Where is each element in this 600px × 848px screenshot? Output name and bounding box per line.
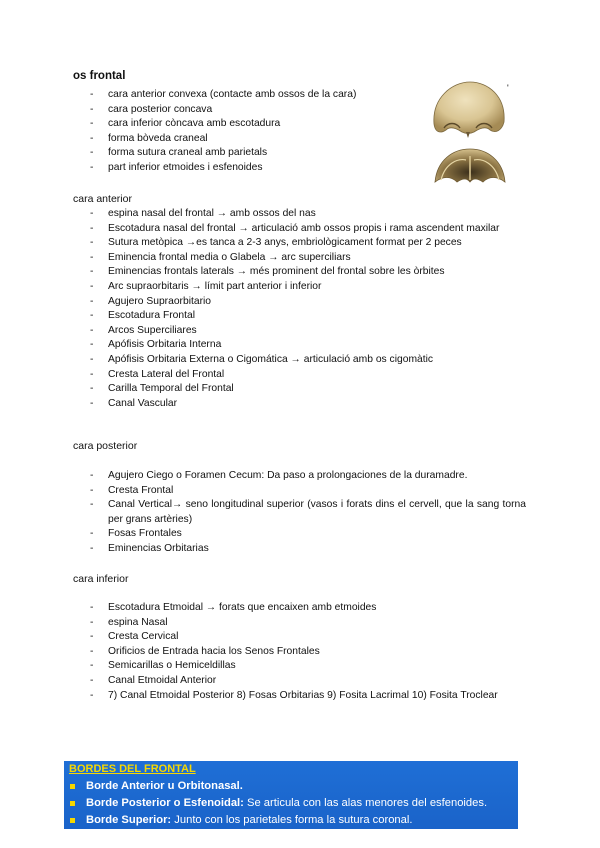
intro-list <box>90 88 356 176</box>
list-item: - forma bòveda craneal <box>90 132 356 147</box>
list-item: - Arcos Superciliares <box>90 324 526 339</box>
list-item: - Semicarillas o Hemiceldillas <box>90 659 526 674</box>
bordes-term: Borde Superior: <box>86 814 172 826</box>
list-item: - Eminencia frontal media o Glabela → arc superciliars <box>90 251 526 266</box>
bordes-term: Borde Anterior u Orbitonasal. <box>86 780 243 792</box>
bordes-item <box>69 778 487 795</box>
decor-mark: ' <box>507 83 509 93</box>
list-item: - Canal Etmoidal Anterior <box>90 674 526 689</box>
list-item: - Apófisis Orbitaria Interna <box>90 338 526 353</box>
list-item: - Escotadura nasal del frontal → articulació amb ossos propis i rama ascendent maxilar <box>90 222 526 237</box>
bordes-title: BORDES DEL FRONTAL <box>69 763 196 775</box>
list-item: - espina Nasal <box>90 616 526 631</box>
cara-inferior-label: cara inferior <box>73 573 129 585</box>
list-item: - Eminencias Orbitarias <box>90 542 526 557</box>
list-item: - Eminencias frontals laterals → més prominent del frontal sobre les òrbites <box>90 265 526 280</box>
page-title: os frontal <box>73 70 126 82</box>
list-item: - Cresta Frontal <box>90 484 526 499</box>
list-item: - part inferior etmoides i esfenoides <box>90 161 356 176</box>
frontal-bone-inferior-icon <box>433 146 507 186</box>
cara-posterior-label: cara posterior <box>73 440 138 452</box>
list-item: - Carilla Temporal del Frontal <box>90 382 526 397</box>
list-item: - cara posterior concava <box>90 103 356 118</box>
list-item: - Canal Vascular <box>90 397 526 412</box>
bordes-desc: Se articula con las alas menores del esfenoides. <box>243 797 488 809</box>
list-item: - Orificios de Entrada hacia los Senos Frontales <box>90 645 526 660</box>
list-item: - Apófisis Orbitaria Externa o Cigomática → articulació amb os cigomàtic <box>90 353 526 368</box>
square-bullet-icon <box>70 801 75 806</box>
list-item: - Arc supraorbitaris → límit part anterior i inferior <box>90 280 526 295</box>
list-item: - Escotadura Etmoidal → forats que encaixen amb etmoides <box>90 601 526 616</box>
list-item: - cara anterior convexa (contacte amb ossos de la cara) <box>90 88 356 103</box>
bordes-term: Borde Posterior o Esfenoidal: <box>86 797 244 809</box>
bordes-list <box>69 778 487 829</box>
list-item: - Canal Vertical→ seno longitudinal superior (vasos i forats dins el cervell, que la sang torna per grans artèries) <box>90 498 526 527</box>
cara-anterior-label: cara anterior <box>73 193 132 205</box>
cara-anterior-list <box>90 207 526 411</box>
bordes-item <box>69 795 487 812</box>
list-item: - forma sutura craneal amb parietals <box>90 146 356 161</box>
list-item: - Cresta Lateral del Frontal <box>90 368 526 383</box>
list-item: - 7) Canal Etmoidal Posterior 8) Fosas Orbitarias 9) Fosita Lacrimal 10) Fosita Troclear <box>90 689 526 704</box>
square-bullet-icon <box>70 818 75 823</box>
bordes-desc: Junto con los parietales forma la sutura coronal. <box>171 814 413 826</box>
list-item: - Escotadura Frontal <box>90 309 526 324</box>
frontal-bone-anterior-icon <box>430 78 508 142</box>
list-item: - Fosas Frontales <box>90 527 526 542</box>
bordes-item <box>69 812 487 829</box>
list-item: - Agujero Supraorbitario <box>90 295 526 310</box>
list-item: - cara inferior còncava amb escotadura <box>90 117 356 132</box>
list-item: - Cresta Cervical <box>90 630 526 645</box>
list-item: - espina nasal del frontal → amb ossos del nas <box>90 207 526 222</box>
cara-posterior-list <box>90 469 526 557</box>
cara-inferior-list <box>90 601 526 703</box>
square-bullet-icon <box>70 784 75 789</box>
list-item: - Agujero Ciego o Foramen Cecum: Da paso a prolongaciones de la duramadre. <box>90 469 526 484</box>
list-item: - Sutura metòpica →es tanca a 2-3 anys, embriològicament format per 2 peces <box>90 236 526 251</box>
bordes-banner <box>64 761 518 829</box>
